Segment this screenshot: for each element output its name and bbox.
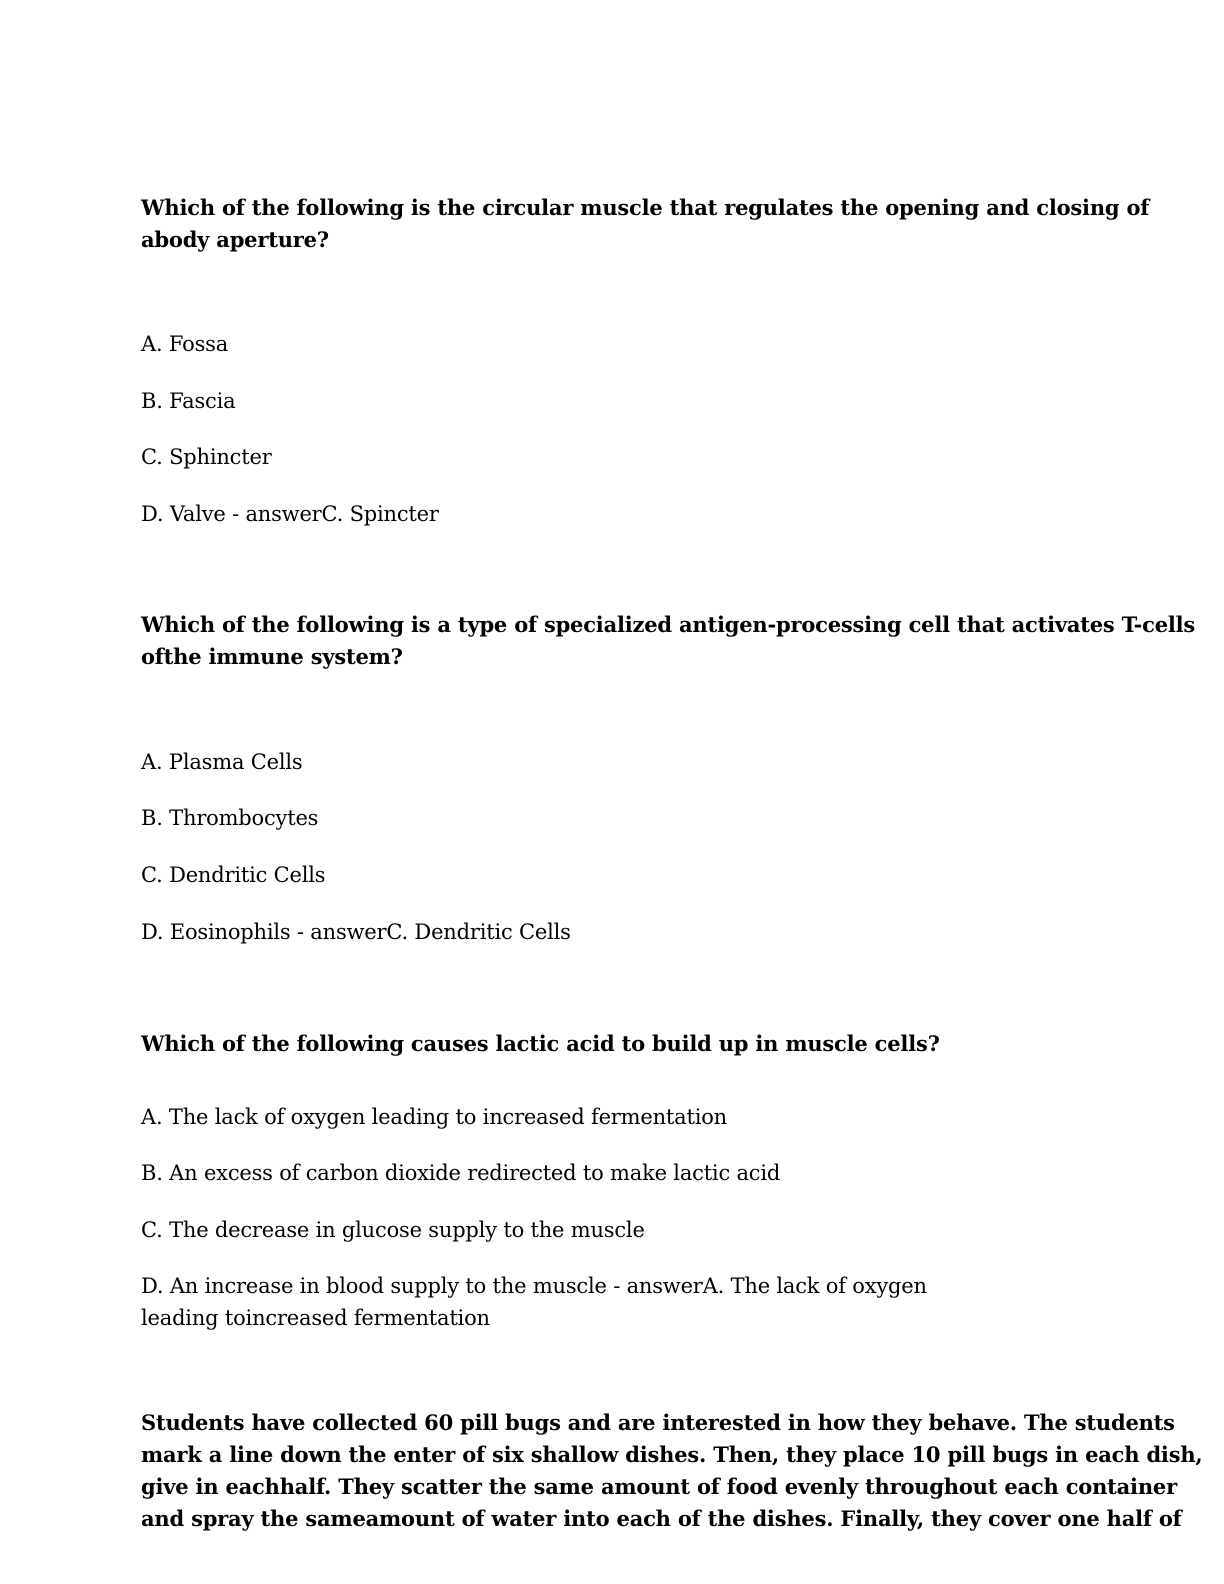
question-3-option-a: A. The lack of oxygen leading to increased fermentation [141, 1105, 727, 1129]
question-1-option-c: C. Sphincter [141, 445, 272, 469]
question-2-option-d-answer: D. Eosinophils - answerC. Dendritic Cells [141, 920, 571, 944]
question-4-stem-line-1: Students have collected 60 pill bugs and are interested in how they behave. The students [141, 1410, 1175, 1435]
question-4-stem-line-4: and spray the sameamount of water into each of the dishes. Finally, they cover one half of [141, 1506, 1182, 1531]
question-2-option-c: C. Dendritic Cells [141, 863, 326, 887]
question-1-stem-line-2: abody aperture? [141, 227, 329, 252]
question-1-option-a: A. Fossa [141, 332, 229, 356]
question-3-option-d-answer-continued: leading toincreased fermentation [141, 1306, 490, 1330]
question-3-option-c: C. The decrease in glucose supply to the muscle [141, 1218, 645, 1242]
question-4-stem-line-3: give in eachhalf. They scatter the same amount of food evenly throughout each container [141, 1474, 1177, 1499]
question-2-option-a: A. Plasma Cells [141, 750, 303, 774]
question-2-stem-line-1: Which of the following is a type of specialized antigen-processing cell that activates T-cells [141, 612, 1196, 637]
question-1-option-d-answer: D. Valve - answerC. Spincter [141, 502, 439, 526]
question-4-stem-line-2: mark a line down the enter of six shallow dishes. Then, they place 10 pill bugs in each dish, [141, 1442, 1203, 1467]
question-1-stem-line-1: Which of the following is the circular muscle that regulates the opening and closing of [141, 195, 1150, 220]
question-3-option-b: B. An excess of carbon dioxide redirected to make lactic acid [141, 1161, 781, 1185]
question-2-stem-line-2: ofthe immune system? [141, 644, 403, 669]
question-3-stem-line-1: Which of the following causes lactic acid to build up in muscle cells? [141, 1031, 940, 1056]
question-1-option-b: B. Fascia [141, 389, 236, 413]
question-2-option-b: B. Thrombocytes [141, 806, 319, 830]
question-3-option-d-answer: D. An increase in blood supply to the muscle - answerA. The lack of oxygen [141, 1274, 927, 1298]
